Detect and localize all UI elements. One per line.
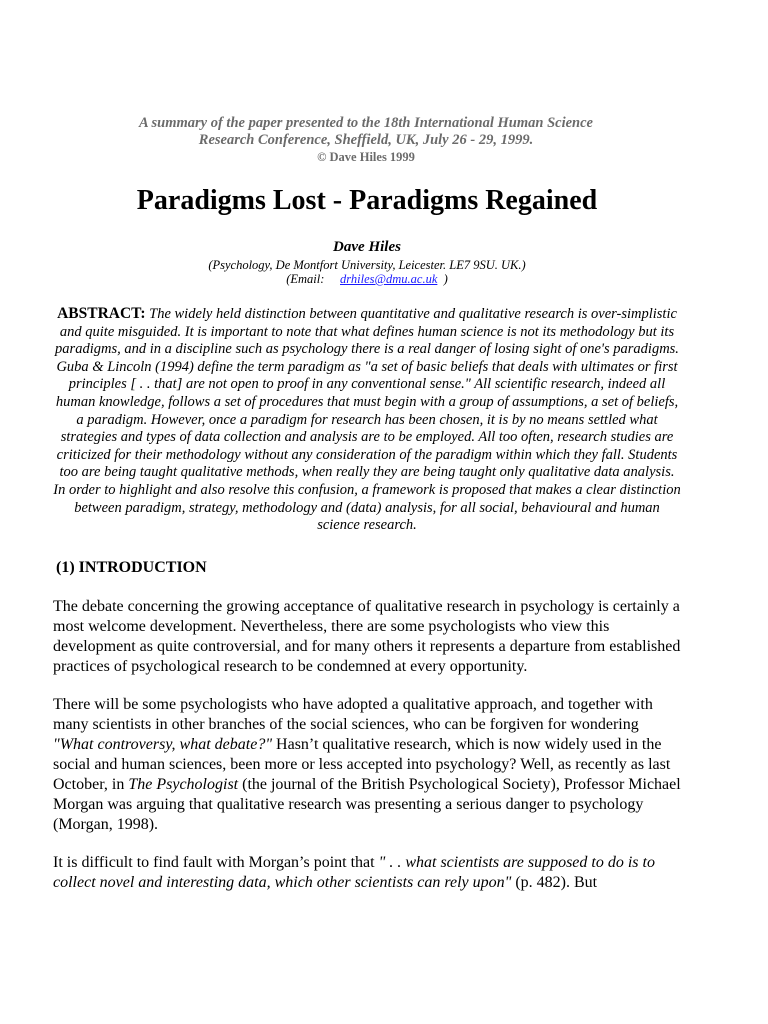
p2-text-a: There will be some psychologists who have adopted a qualitative approach, and together with many scientists in other branches of the social sciences, who can be forgiven for wondering xyxy=(53,696,653,733)
abstract-label: ABSTRACT: xyxy=(57,305,146,322)
paper-title: Paradigms Lost - Paradigms Regained xyxy=(136,185,598,216)
p3-text-c: (p. 482). But xyxy=(511,874,598,891)
section-heading-introduction: (1) INTRODUCTION xyxy=(56,559,207,576)
author-name: Dave Hiles xyxy=(333,239,401,255)
p2-text-e: (the journal of the British Psychological Society), Professor Michael Morgan was arguing that qualitative research was presenting a serious danger to psychology (Morgan, 1998). xyxy=(53,776,681,833)
conference-notice xyxy=(90,115,642,166)
body-paragraph-3 xyxy=(53,853,681,893)
notice-line-1: A summary of the paper presented to the 18th International Human Science xyxy=(139,115,593,131)
p3-text-a: It is difficult to find fault with Morgan’s point that xyxy=(53,854,379,871)
body-paragraph-1: The debate concerning the growing acceptance of qualitative research in psychology is certainly a most welcome development. Nevertheless, there are some psychologists who view this development as quite controversial, and for many others it represents a departure from established practices of psychological research to be condemned at every opportunity. xyxy=(53,598,681,675)
email-prefix: (Email: xyxy=(286,272,325,286)
email-line xyxy=(0,272,734,286)
p2-text-c: Hasn’t qualitative research, which is now widely used in the social and human sciences, been more or less accepted into psychology? Well, as recently as last October, in xyxy=(53,736,671,793)
notice-line-2: Research Conference, Sheffield, UK, July 26 - 29, 1999. xyxy=(198,132,534,148)
body-paragraph-2 xyxy=(53,695,681,835)
p2-journal-name: The Psychologist xyxy=(128,776,239,793)
email-link[interactable]: drhiles@dmu.ac.uk xyxy=(340,272,438,286)
p2-quote: "What controversy, what debate?" xyxy=(53,736,273,753)
abstract-text: The widely held distinction between quantitative and qualitative research is over-simplistic and quite misguided. It is important to note that what defines human science is not its methodology but its paradigms, and in a discipline such as psychology there is a real danger of losing sight of one's paradigms. Guba & Lincoln (1994) define the term paradigm as "a set of basic beliefs that deals with ultimates or first principles [ . . that] are not open to proof in any conventional sense." All scientific research, indeed all human knowledge, follows a set of procedures that must begin with a group of assumptions, a set of beliefs, a paradigm. However, once a paradigm for research has been chosen, it is by no means settled what strategies and types of data collection and analysis are to be employed. All too often, research studies are criticized for their methodology without any consideration of the paradigm within which they fall. Students too are being taught qualitative methods, when really they are being taught only qualitative data analysis. In order to highlight and also resolve this confusion, a framework is proposed that makes a clear distinction between paradigm, strategy, methodology and (data) analysis, for all social, behavioural and human science research. xyxy=(53,306,681,534)
p3-quote: " . . what scientists are supposed to do is to collect novel and interesting data, which other scientists can rely upon" xyxy=(53,854,655,891)
email-suffix: ) xyxy=(443,272,448,286)
affiliation-line: (Psychology, De Montfort University, Leicester. LE7 9SU. UK.) xyxy=(208,258,526,272)
abstract xyxy=(53,305,681,535)
author-affiliation xyxy=(0,258,734,286)
copyright-line: © Dave Hiles 1999 xyxy=(317,150,415,164)
